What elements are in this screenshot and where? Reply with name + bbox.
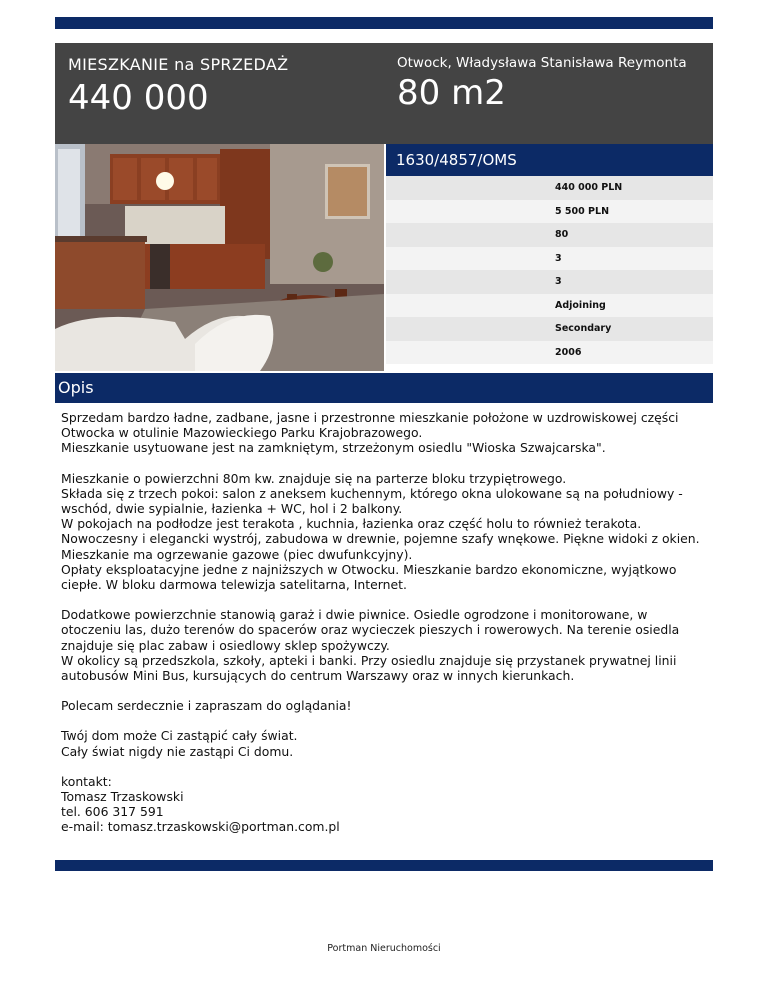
top-accent-bar xyxy=(55,17,713,29)
detail-row-kitchen: Adjoining xyxy=(386,294,713,318)
description-paragraph: Twój dom może Ci zastąpić cały świat. Cały świat nigdy nie zastąpi Ci domu. xyxy=(61,728,298,759)
section-title: Opis xyxy=(55,373,713,403)
offer-price: 440 000 xyxy=(68,78,209,118)
description xyxy=(61,410,711,850)
footer-agency: Portman Nieruchomości xyxy=(327,943,441,954)
details-table xyxy=(386,176,713,364)
description-paragraph: Sprzedam bardzo ładne, zadbane, jasne i przestronne mieszkanie położone w uzdrowiskowej części Otwocka w otulinie Mazowieckiego Parku Krajobrazowego. Mieszkanie usytuowane jest na zamkniętym, strzeżonym osiedlu "Wioska Szwajcarska". xyxy=(61,410,679,456)
offer-location: Otwock, Władysława Stanisława Reymonta xyxy=(397,55,687,71)
listing-id: 1630/4857/OMS xyxy=(386,144,713,176)
offer-type: MIESZKANIE na SPRZEDAŻ xyxy=(68,55,289,74)
description-paragraph: Mieszkanie o powierzchni 80m kw. znajduje się na parterze bloku trzypiętrowego. Składa się z trzech pokoi: salon z aneksem kuchennym, którego okna ulokowane są na południowy - wschód, dwie sypialnie, łazienka + WC, hol i 2 balkony. W pokojach na podłodze jest terakota , kuchnia, łazienka oraz część holu to również terakota. Nowoczesny i elegancki wystrój, zabudowa w drewnie, pojemne szafy wnękowe. Piękne widoki z okien. Mieszkanie ma ogrzewanie gazowe (piec dwufunkcyjny). Opłaty eksploatacyjne jedne z najniższych w Otwocku. Mieszkanie bardzo ekonomiczne, wyjątkowo ciepłe. W bloku darmowa telewizja satelitarna, Internet. xyxy=(61,470,700,593)
listing-header xyxy=(55,43,713,144)
property-photo xyxy=(55,144,384,371)
offer-area: 80 m2 xyxy=(397,73,506,113)
contact-block: kontakt: Tomasz Trzaskowski tel. 606 317 591 e-mail: tomasz.trzaskowski@portman.com.pl xyxy=(61,773,340,835)
detail-row-area: 80 xyxy=(386,223,713,247)
detail-row-price: 440 000 PLN xyxy=(386,176,713,200)
description-paragraph: Dodatkowe powierzchnie stanowią garaż i dwie piwnice. Osiedle ogrodzone i monitorowane, w otoczeniu las, dużo terenów do spacerów oraz wycieczek pieszych i rowerowych. Na terenie osiedla znajduje się plac zabaw i osiedlowy sklep spożywczy. W okolicy są przedszkola, szkoły, apteki i banki. Przy osiedlu znajduje się przystanek prywatnej linii autobusów Mini Bus, kursujących do centrum Warszawy oraz w innych kierunkach. xyxy=(61,607,680,684)
detail-row-floor: 3 xyxy=(386,270,713,294)
bottom-accent-bar xyxy=(55,860,713,871)
detail-row-market: Secondary xyxy=(386,317,713,341)
header-left xyxy=(68,55,288,118)
kitchen-living-room-photo xyxy=(55,144,384,371)
detail-row-year: 2006 xyxy=(386,341,713,365)
detail-row-rooms: 3 xyxy=(386,247,713,271)
description-paragraph: Polecam serdecznie i zapraszam do oglądania! xyxy=(61,698,352,714)
detail-row-price-per-m2: 5 500 PLN xyxy=(386,200,713,224)
header-right xyxy=(397,55,697,113)
